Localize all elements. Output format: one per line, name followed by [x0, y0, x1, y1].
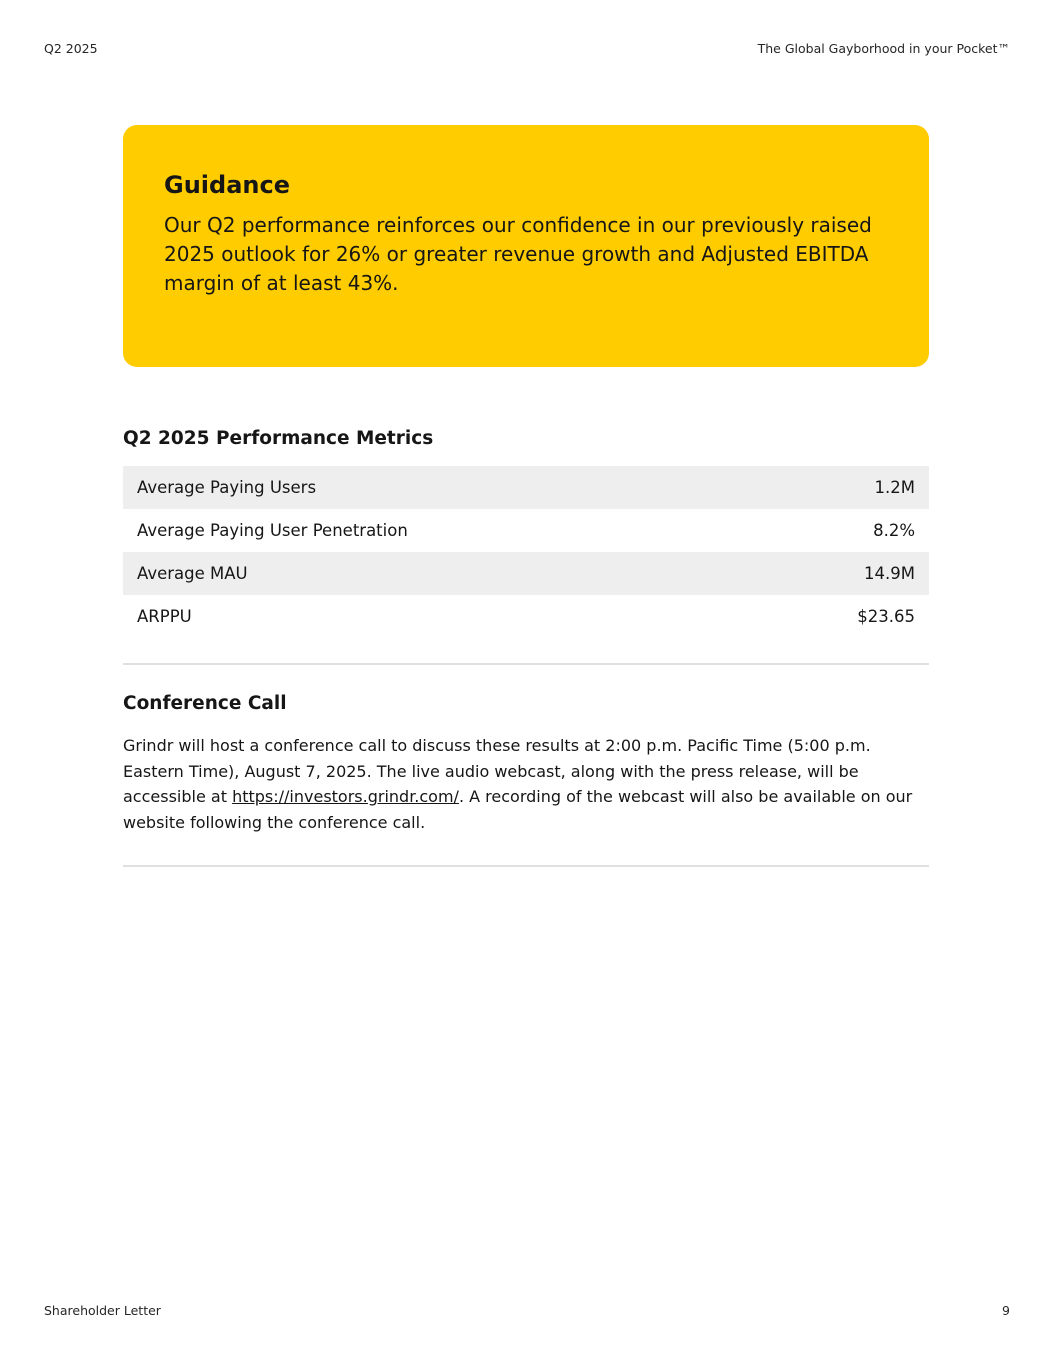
metric-row-average-paying-users	[123, 466, 929, 509]
guidance-text: Our Q2 performance reinforces our confidence in our previously raised 2025 outlook for 26% or greater revenue growth and Adjusted EBITDA margin of at least 43%.	[164, 213, 872, 295]
conference-call-text-part: . A recording of the webcast will also be available on our website following the conference call.	[123, 787, 913, 832]
metric-row-arppu	[123, 595, 929, 638]
metric-row-average-mau	[123, 552, 929, 595]
conference-call-title: Conference Call	[123, 693, 287, 714]
investor-relations-link[interactable]: https://investors.grindr.com/	[232, 787, 459, 806]
metrics-title: Q2 2025 Performance Metrics	[123, 428, 434, 449]
page-number: 9	[1002, 1303, 1010, 1318]
metric-label: ARPPU	[137, 607, 192, 626]
metric-label: Average MAU	[137, 564, 248, 583]
conference-call-text	[123, 733, 929, 835]
metrics-table	[123, 466, 929, 638]
section-divider	[123, 865, 929, 867]
metric-label: Average Paying Users	[137, 478, 317, 497]
guidance-title: Guidance	[164, 171, 290, 199]
guidance-callout	[123, 125, 929, 367]
metric-value: 1.2M	[874, 478, 915, 497]
footer-document-label: Shareholder Letter	[44, 1303, 161, 1318]
metric-label: Average Paying User Penetration	[137, 521, 408, 540]
metric-value: $23.65	[857, 607, 915, 626]
conference-call-text-part: Grindr will host a conference call to discuss these results at 2:00 p.m. Pacific Time (5:00 p.m. Eastern Time), August 7, 2025. The live audio webcast, along with the press release, will be accessible at	[123, 736, 871, 806]
header-quarter-label: Q2 2025	[44, 41, 98, 56]
metric-value: 14.9M	[864, 564, 915, 583]
header-tagline: The Global Gayborhood in your Pocket™	[757, 41, 1010, 56]
metric-value: 8.2%	[873, 521, 915, 540]
metric-row-paying-user-penetration	[123, 509, 929, 552]
section-divider	[123, 663, 929, 665]
